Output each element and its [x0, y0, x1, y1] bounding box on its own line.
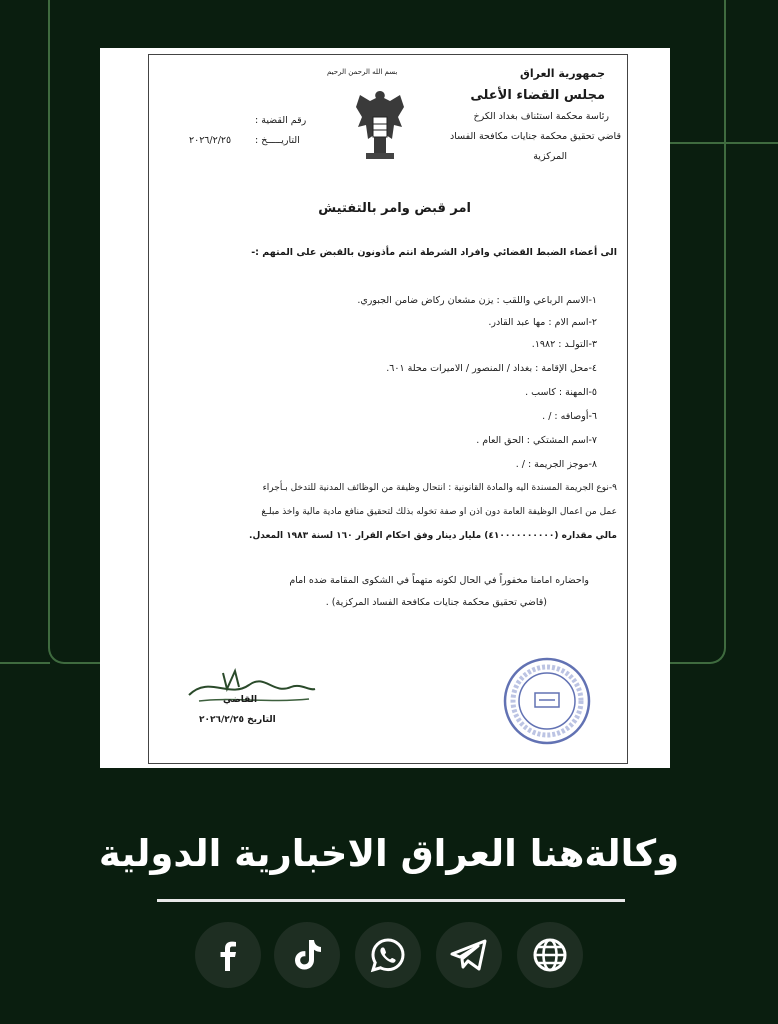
judge-signature — [169, 665, 319, 713]
item-residence: ٤-محل الإقامة : بغداد / المنصور / الاميرات محلة ٦٠١. — [386, 363, 597, 374]
item-crime-type-3: مالي مقداره (٤١٠٠٠٠٠٠٠٠٠٠) مليار دينار وفق احكام القرار ١٦٠ لسنة ١٩٨٣ المعدل. — [249, 531, 617, 541]
website-button[interactable] — [517, 922, 583, 988]
item-crime-type-1: ٩-نوع الجريمة المسندة اليه والمادة القانونية : انتحال وظيفة من الوظائف المدنية للتدخل بـأجراء — [262, 483, 617, 493]
official-stamp — [501, 655, 593, 747]
item-name: ١-الاسم الرباعي واللقب : يزن مشعان ركاض ضامن الجبوري. — [357, 295, 597, 306]
iraq-eagle-emblem — [352, 87, 408, 163]
council-heading: مجلس القضاء الأعلى — [470, 88, 605, 103]
frame-line-left — [0, 662, 50, 664]
closing-line-1: واحضاره امامنا مخفوراً في الحال لكونه متهماً في الشكوى المقامة ضده امام — [289, 575, 589, 586]
item-mother: ٢-اسم الام : مها عبد القادر. — [488, 317, 597, 328]
intro-line: الى أعضاء الضبط القضائي وافراد الشرطة انتم مأذونون بالقبض على المتهم :- — [251, 247, 617, 258]
document-photo — [100, 48, 670, 768]
republic-heading: جمهورية العراق — [520, 67, 605, 80]
frame-line-right — [670, 142, 778, 144]
judge-line-2: المركزية — [533, 151, 567, 162]
brand-divider — [157, 899, 625, 902]
item-occupation: ٥-المهنة : كاسب . — [525, 387, 597, 398]
telegram-icon — [449, 937, 489, 973]
judge-line-1: قاضي تحقيق محكمة جنايات مكافحة الفساد — [450, 131, 621, 142]
signature-date: التاريخ ٢٠٢٦/٢/٢٥ — [199, 715, 276, 725]
presidency-line: رئاسة محكمة استئناف بغداد الكرخ — [473, 111, 609, 122]
whatsapp-icon — [369, 936, 407, 974]
telegram-button[interactable] — [436, 922, 502, 988]
agency-name: وكالةهنا العراق الاخبارية الدولية — [98, 832, 680, 875]
date-label: التاريـــــخ : — [255, 135, 300, 146]
document-title: امر قبض وامر بالتفتيش — [318, 201, 471, 216]
item-crime-summary: ٨-موجز الجريمة : / . — [515, 459, 597, 470]
facebook-icon — [210, 937, 246, 973]
whatsapp-button[interactable] — [355, 922, 421, 988]
basmala: بسم الله الرحمن الرحيم — [327, 68, 398, 76]
arrest-warrant-paper — [148, 54, 628, 764]
facebook-button[interactable] — [195, 922, 261, 988]
item-complainant: ٧-اسم المشتكي : الحق العام . — [476, 435, 597, 446]
item-birth: ٣-التولـد : ١٩٨٢. — [531, 339, 597, 350]
closing-line-2: (قاضي تحقيق محكمة جنايات مكافحة الفساد المركزية) . — [325, 597, 547, 608]
item-description: ٦-أوصافه : / . — [542, 411, 597, 422]
date-value: ٢٠٢٦/٢/٢٥ — [189, 135, 232, 146]
globe-icon — [531, 936, 569, 974]
item-crime-type-2: عمل من اعمال الوظيفة العامة دون اذن او صفة تخوله بذلك لتحقيق منافع مادية مالية واخذ مبلـغ — [261, 507, 617, 517]
case-number-label: رقم القضية : — [255, 115, 307, 126]
tiktok-button[interactable] — [274, 922, 340, 988]
tiktok-icon — [290, 937, 324, 973]
signature-title: القاضي — [223, 695, 258, 705]
